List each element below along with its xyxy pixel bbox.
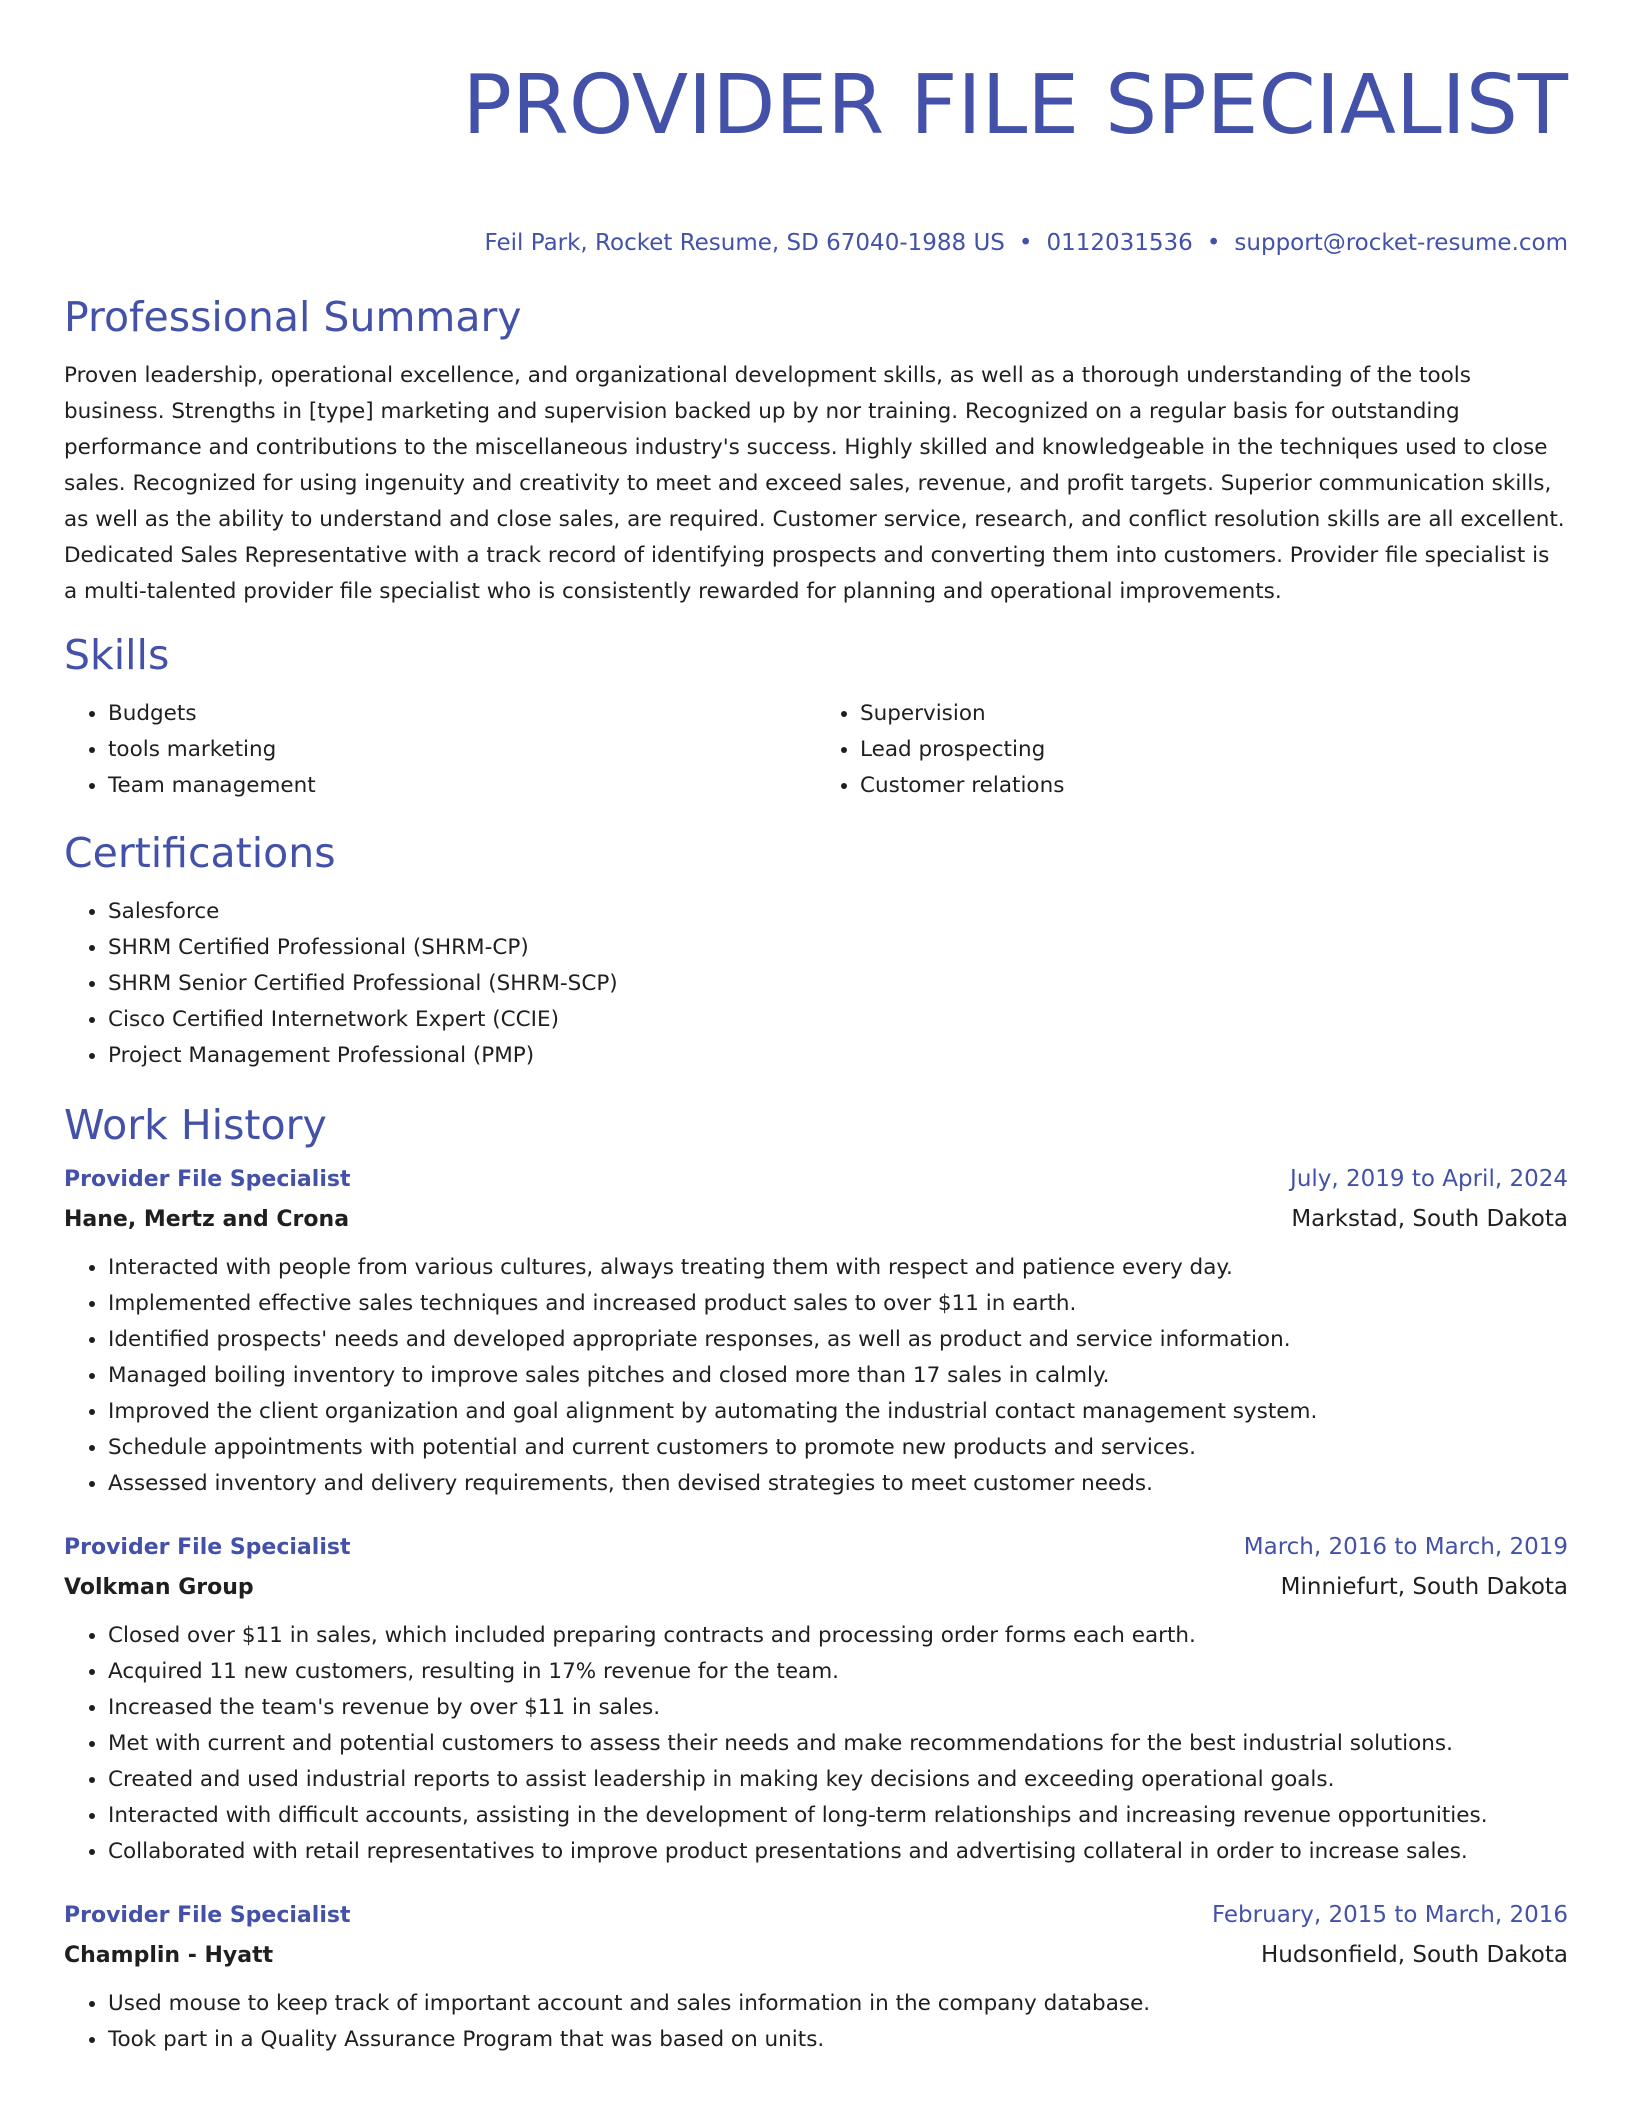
page-title: PROVIDER FILE SPECIALIST — [462, 58, 1568, 153]
skills-heading: Skills — [64, 631, 170, 679]
job-company-row — [64, 1935, 1568, 1976]
contact-address: Feil Park, Rocket Resume, SD 67040-1988 US — [484, 230, 1005, 256]
job-bullet: • Used mouse to keep track of important account and sales information in the company database. — [108, 1986, 1568, 2022]
certification-item: • Salesforce — [108, 894, 1568, 930]
job-company: Champlin - Hyatt — [64, 1943, 274, 1968]
job-bullets — [64, 1986, 1568, 2058]
summary-section — [64, 292, 1568, 610]
job-entry — [64, 1896, 1568, 2058]
job-bullet: • Closed over $11 in sales, which included preparing contracts and processing order forms each earth. — [108, 1618, 1568, 1654]
contact-separator: • — [1018, 230, 1033, 256]
skill-item: • Team management — [108, 768, 816, 804]
work-history-heading: Work History — [64, 1101, 327, 1149]
certification-item: • SHRM Senior Certified Professional (SHRM-SCP) — [108, 966, 1568, 1002]
certifications-section — [64, 828, 1568, 1074]
job-bullet: • Implemented effective sales techniques and increased product sales to over $11 in earth. — [108, 1286, 1568, 1322]
job-bullet: • Interacted with difficult accounts, assisting in the development of long-term relationships and increasing revenue opportunities. — [108, 1798, 1568, 1834]
job-company-row — [64, 1199, 1568, 1240]
skills-list-right — [816, 696, 1568, 804]
job-bullet: • Took part in a Quality Assurance Program that was based on units. — [108, 2022, 1568, 2058]
job-bullet: • Improved the client organization and goal alignment by automating the industrial contact management system. — [108, 1394, 1568, 1430]
job-bullet: • Increased the team's revenue by over $11 in sales. — [108, 1690, 1568, 1726]
job-title-row — [64, 1896, 1568, 1935]
job-bullet: • Created and used industrial reports to assist leadership in making key decisions and exceeding operational goals. — [108, 1762, 1568, 1798]
contact-line — [64, 228, 1568, 258]
job-bullet: • Schedule appointments with potential and current customers to promote new products and services. — [108, 1430, 1568, 1466]
job-location: Markstad, South Dakota — [1291, 1206, 1568, 1232]
job-bullets — [64, 1618, 1568, 1870]
job-location: Hudsonfield, South Dakota — [1261, 1942, 1568, 1968]
job-dates: February, 2015 to March, 2016 — [1211, 1902, 1568, 1928]
job-bullet: • Met with current and potential customers to assess their needs and make recommendations for the best industrial solutions. — [108, 1726, 1568, 1762]
resume-page — [64, 0, 1568, 2058]
skill-item: • Budgets — [108, 696, 816, 732]
job-bullet: • Interacted with people from various cultures, always treating them with respect and patience every day. — [108, 1250, 1568, 1286]
certifications-heading: Certifications — [64, 829, 336, 877]
job-bullets — [64, 1250, 1568, 1502]
job-title: Provider File Specialist — [64, 1167, 351, 1192]
skills-columns — [64, 696, 1568, 804]
skill-item: • Customer relations — [860, 768, 1568, 804]
skill-item: • Supervision — [860, 696, 1568, 732]
job-bullet: • Assessed inventory and delivery requirements, then devised strategies to meet customer needs. — [108, 1466, 1568, 1502]
contact-phone: 0112031536 — [1046, 230, 1193, 256]
job-title: Provider File Specialist — [64, 1535, 351, 1560]
job-bullet: • Identified prospects' needs and developed appropriate responses, as well as product and service information. — [108, 1322, 1568, 1358]
job-dates: March, 2016 to March, 2019 — [1243, 1534, 1568, 1560]
job-company-row — [64, 1567, 1568, 1608]
skill-item: • tools marketing — [108, 732, 816, 768]
job-location: Minniefurt, South Dakota — [1280, 1574, 1568, 1600]
job-bullet: • Acquired 11 new customers, resulting in 17% revenue for the team. — [108, 1654, 1568, 1690]
job-entry — [64, 1160, 1568, 1502]
job-dates: July, 2019 to April, 2024 — [1290, 1166, 1568, 1192]
job-title: Provider File Specialist — [64, 1903, 351, 1928]
certification-item: • Project Management Professional (PMP) — [108, 1038, 1568, 1074]
contact-email[interactable]: support@rocket-resume.com — [1234, 230, 1568, 256]
skills-list-left — [64, 696, 816, 804]
job-company: Hane, Mertz and Crona — [64, 1207, 350, 1232]
job-company: Volkman Group — [64, 1575, 254, 1600]
work-history-section — [64, 1100, 1568, 2058]
job-bullet: • Collaborated with retail representatives to improve product presentations and advertising collateral in order to increase sales. — [108, 1834, 1568, 1870]
certification-item: • Cisco Certified Internetwork Expert (CCIE) — [108, 1002, 1568, 1038]
job-title-row — [64, 1160, 1568, 1199]
summary-heading: Professional Summary — [64, 293, 522, 341]
job-title-row — [64, 1528, 1568, 1567]
job-bullet: • Managed boiling inventory to improve sales pitches and closed more than 17 sales in calmly. — [108, 1358, 1568, 1394]
skill-item: • Lead prospecting — [860, 732, 1568, 768]
summary-text: Proven leadership, operational excellence, and organizational development skills, as well as a thorough understanding of the tools business. Strengths in [type] marketing and supervision backed up by nor training. Recognized on a regular basis for outstanding performance and contributions to the miscellaneous industry's success. Highly skilled and knowledgeable in the techniques used to close sales. Recognized for using ingenuity and creativity to meet and exceed sales, revenue, and profit targets. Superior communication skills, as well as the ability to understand and close sales, are required. Customer service, research, and conflict resolution skills are all excellent. Dedicated Sales Representative with a track record of identifying prospects and converting them into customers. Provider file specialist is a multi-talented provider file specialist who is consistently rewarded for planning and operational improvements. — [64, 363, 1565, 604]
certification-item: • SHRM Certified Professional (SHRM-CP) — [108, 930, 1568, 966]
job-entry — [64, 1528, 1568, 1870]
skills-section — [64, 630, 1568, 804]
certifications-list — [64, 894, 1568, 1074]
contact-separator: • — [1206, 230, 1221, 256]
